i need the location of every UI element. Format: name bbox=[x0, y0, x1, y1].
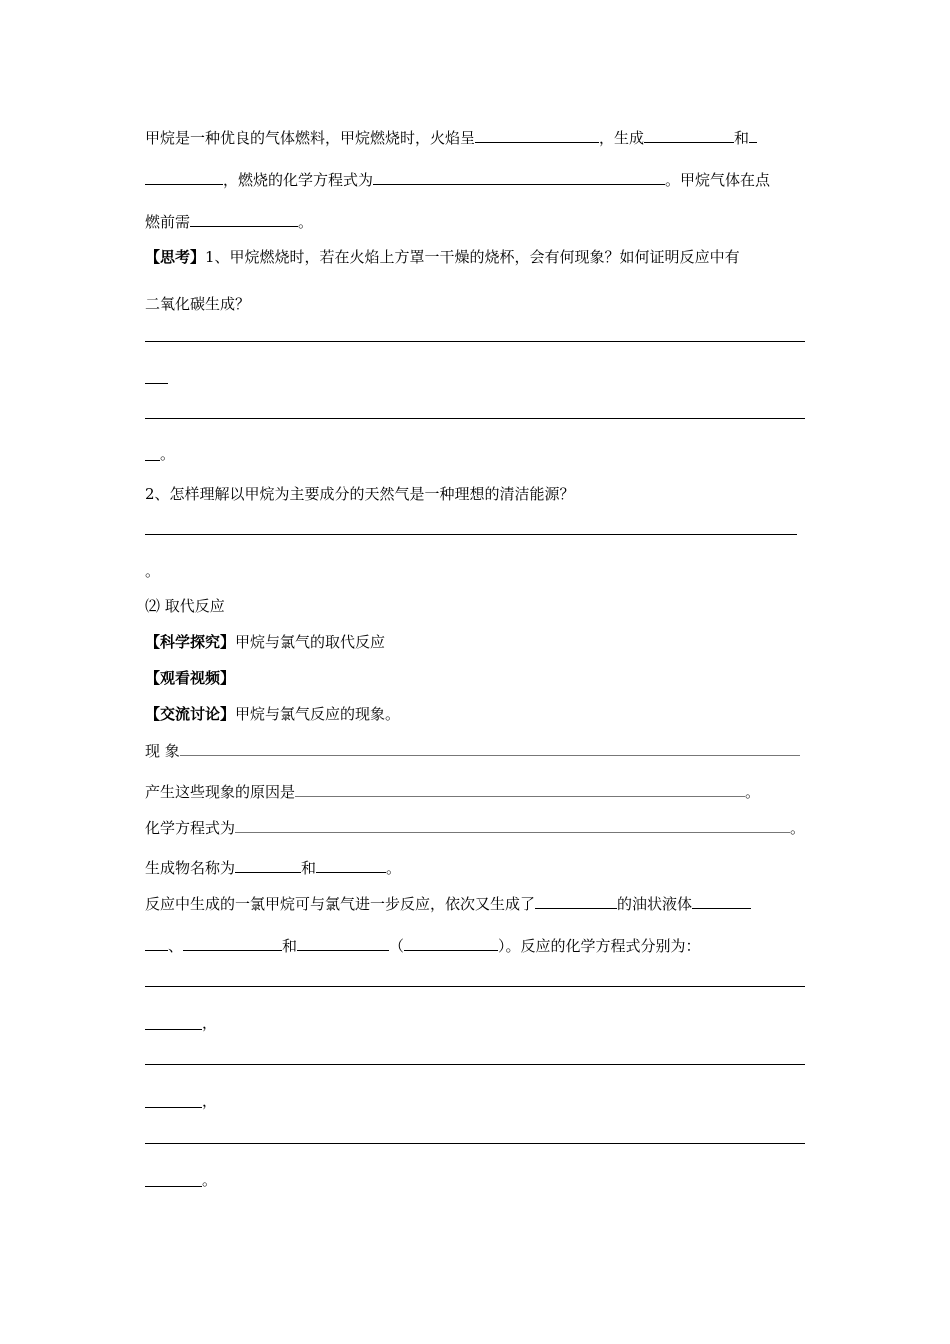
explore-line bbox=[145, 632, 385, 652]
blank-liquid-2[interactable] bbox=[183, 935, 282, 951]
methane-fuel-line-2 bbox=[145, 169, 770, 190]
discuss-line bbox=[145, 704, 400, 724]
blank-phenomenon[interactable] bbox=[180, 740, 800, 756]
text: 反应中生成的一氯甲烷可与氯气进一步反应，依次又生成了 bbox=[145, 895, 536, 913]
answer-line[interactable] bbox=[145, 1064, 805, 1065]
further-line-1 bbox=[145, 893, 751, 914]
products-line bbox=[145, 857, 401, 878]
answer-line[interactable] bbox=[145, 986, 805, 987]
text: ）。反应的化学方程式分别为： bbox=[498, 937, 701, 955]
text: 。 bbox=[386, 859, 402, 877]
answer-line[interactable] bbox=[145, 1107, 202, 1108]
answer-line[interactable] bbox=[145, 534, 797, 535]
answer-line[interactable] bbox=[145, 383, 168, 384]
blank-liquid-3-alias[interactable] bbox=[404, 935, 498, 951]
text: 生成物名称为 bbox=[145, 859, 236, 877]
answer-line[interactable] bbox=[145, 341, 805, 342]
text: 甲烷与氯气反应的现象。 bbox=[235, 705, 401, 723]
text: 和 bbox=[282, 937, 298, 955]
blank-product-name-2[interactable] bbox=[316, 857, 386, 873]
text: 和 bbox=[301, 859, 317, 877]
video-tag: 【观看视频】 bbox=[145, 669, 236, 687]
text: 1、甲烷燃烧时，若在火焰上方罩一干燥的烧杯，会有何现象？如何证明反应中有 bbox=[205, 248, 740, 266]
text: （ bbox=[389, 937, 405, 955]
phenomenon-line bbox=[145, 740, 800, 761]
text: 。 bbox=[745, 783, 761, 801]
blank-liquid-1-end[interactable] bbox=[145, 935, 168, 951]
text: 。甲烷气体在点 bbox=[665, 171, 771, 189]
text: 。 bbox=[145, 562, 161, 580]
text: 和 bbox=[734, 129, 750, 147]
blank-before-ignition[interactable] bbox=[190, 211, 298, 227]
answer-line[interactable] bbox=[145, 460, 160, 461]
text: ， bbox=[202, 1014, 218, 1032]
blank-combustion-equation[interactable] bbox=[373, 169, 665, 185]
text: 。 bbox=[298, 213, 314, 231]
blank-reason[interactable] bbox=[295, 781, 745, 797]
blank-flame-color[interactable] bbox=[475, 127, 599, 143]
think-question-1-cont: 二氧化碳生成？ bbox=[145, 295, 251, 313]
text: ， bbox=[202, 1092, 218, 1110]
blank-count[interactable] bbox=[535, 893, 617, 909]
text: 的油状液体 bbox=[617, 895, 693, 913]
answer-line[interactable] bbox=[145, 1143, 805, 1144]
think-tag: 【思考】 bbox=[145, 248, 206, 266]
section-heading: ⑵ 取代反应 bbox=[145, 597, 225, 615]
text: 。 bbox=[790, 819, 806, 837]
blank-product-2-end[interactable] bbox=[145, 169, 223, 185]
blank-product-1[interactable] bbox=[644, 127, 734, 143]
text: 甲烷是一种优良的气体燃料，甲烷燃烧时，火焰呈 bbox=[145, 129, 476, 147]
explore-tag: 【科学探究】 bbox=[145, 633, 236, 651]
text: 、 bbox=[168, 937, 184, 955]
blank-equation[interactable] bbox=[235, 817, 790, 833]
video-line bbox=[145, 668, 235, 688]
text: 甲烷与氯气的取代反应 bbox=[235, 633, 386, 651]
answer-line[interactable] bbox=[145, 1186, 202, 1187]
think-question-1 bbox=[145, 247, 740, 267]
methane-fuel-line-1 bbox=[145, 127, 757, 148]
text: 。 bbox=[160, 445, 176, 463]
answer-line[interactable] bbox=[145, 418, 805, 419]
think-question-2: 2、怎样理解以甲烷为主要成分的天然气是一种理想的清洁能源？ bbox=[145, 485, 575, 503]
text: ，燃烧的化学方程式为 bbox=[223, 171, 374, 189]
text: 化学方程式为 bbox=[145, 819, 236, 837]
reason-line bbox=[145, 781, 760, 802]
blank-product-2-start[interactable] bbox=[749, 127, 757, 143]
further-line-2 bbox=[145, 935, 701, 956]
blank-liquid-3[interactable] bbox=[297, 935, 389, 951]
text: 燃前需 bbox=[145, 213, 191, 231]
text: 现 象 bbox=[145, 742, 180, 760]
text: ，生成 bbox=[599, 129, 645, 147]
blank-product-name-1[interactable] bbox=[235, 857, 301, 873]
equation-line bbox=[145, 817, 805, 838]
blank-liquid-1-start[interactable] bbox=[692, 893, 751, 909]
methane-fuel-line-3 bbox=[145, 211, 313, 232]
text: 。 bbox=[202, 1171, 218, 1189]
text: 产生这些现象的原因是 bbox=[145, 783, 296, 801]
answer-line[interactable] bbox=[145, 1029, 202, 1030]
discuss-tag: 【交流讨论】 bbox=[145, 705, 236, 723]
